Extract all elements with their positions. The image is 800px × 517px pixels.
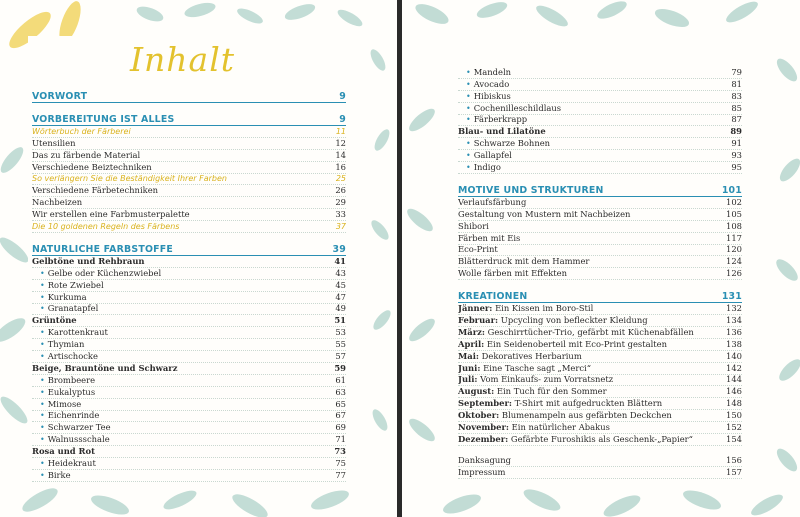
toc-entry-title: Wir erstellen eine Farbmusterpalette [32, 209, 190, 220]
toc-entry[interactable] [458, 233, 742, 245]
toc-entry-title [458, 386, 718, 397]
toc-spacer [458, 174, 742, 183]
toc-entry-month: Dezember: [458, 433, 509, 444]
toc-entry[interactable] [32, 422, 346, 434]
toc-entry-title: • Artischocke [32, 351, 322, 362]
toc-spacer [32, 103, 346, 112]
toc-entry-text: Ein natürlicher Abakus [509, 422, 610, 433]
toc-entry-title: Wolle färben mit Effekten [458, 268, 567, 279]
toc-entry-text: Vom Einkaufs- zum Vorratsnetz [477, 374, 614, 385]
toc-page-number: 45 [335, 279, 346, 290]
toc-entry-title [458, 315, 718, 326]
toc-entry-title: • Schwarzer Tee [32, 422, 322, 433]
toc-page-number: 156 [726, 454, 742, 465]
toc-entry[interactable] [458, 162, 742, 174]
toc-entry-title: So verlängern Sie die Beständigkeit Ihrer Farben [32, 174, 227, 184]
toc-entry[interactable] [458, 209, 742, 221]
toc-page-number: 41 [334, 255, 346, 266]
toc-page-number: 79 [731, 66, 742, 77]
toc-entry[interactable] [458, 197, 742, 209]
toc-entry-title [458, 351, 718, 362]
toc-entry-title [458, 374, 718, 385]
toc-entry-title: Wörterbuch der Färberei [32, 126, 131, 136]
toc-page-number: 142 [726, 362, 742, 373]
toc-entry-month: Oktober: [458, 410, 500, 421]
toc-entry-title: Shibori [458, 220, 489, 231]
toc-entry-title: Verschiedene Beiztechniken [32, 161, 152, 172]
toc-entry-title: Impressum [458, 466, 506, 477]
toc-entry-title: • Thymian [32, 339, 322, 350]
toc-entry[interactable] [458, 79, 742, 91]
toc-entry[interactable] [458, 150, 742, 162]
toc-entry-month: Mai: [458, 350, 479, 361]
toc-entry[interactable] [458, 245, 742, 257]
toc-page-number: 63 [335, 386, 346, 397]
toc-entry-title: • Eichenrinde [32, 410, 322, 421]
toc-entry[interactable] [458, 410, 742, 422]
toc-spacer [458, 280, 742, 289]
toc-entry-title: • Brombeere [32, 375, 322, 386]
toc-entry[interactable] [32, 304, 346, 316]
toc-page-number: 154 [726, 433, 742, 444]
toc-entry[interactable] [32, 209, 346, 221]
toc-entry-title: Blau- und Lilatöne [458, 126, 546, 137]
toc-page-number: 33 [335, 209, 346, 220]
toc-entry[interactable] [458, 256, 742, 268]
toc-entry-title: MOTIVE UND STRUKTUREN [458, 185, 604, 197]
toc-page-number: 89 [730, 126, 742, 137]
toc-entry-text: Upcycling von befleckter Kleidung [498, 315, 648, 326]
toc-entry-title [458, 434, 718, 445]
toc-entry[interactable] [458, 67, 742, 79]
toc-entry-title: • Granatapfel [32, 303, 322, 314]
toc-page-number: 71 [335, 434, 346, 445]
toc-subheading[interactable] [32, 256, 346, 268]
toc-entry-title: • Gallapfel [458, 150, 718, 161]
toc-entry[interactable] [32, 458, 346, 470]
toc-page-number: 16 [335, 161, 346, 172]
toc-entry[interactable] [32, 292, 346, 304]
toc-entry[interactable] [458, 91, 742, 103]
toc-page-number: 91 [731, 138, 742, 149]
toc-entry-title: Grüntöne [32, 315, 77, 326]
toc-entry[interactable] [458, 103, 742, 115]
toc-page-number: 150 [726, 410, 742, 421]
toc-page-number: 73 [334, 446, 346, 457]
toc-subheading[interactable] [32, 446, 346, 458]
toc-entry-title: • Karottenkraut [32, 327, 322, 338]
toc-entry-month: April: [458, 338, 485, 349]
toc-entry-title: • Indigo [458, 162, 718, 173]
toc-entry[interactable] [32, 339, 346, 351]
toc-entry-title: • Kurkuma [32, 292, 322, 303]
toc-page-number: 105 [726, 208, 742, 219]
toc-page-number: 47 [335, 291, 346, 302]
toc-entry-title [458, 363, 718, 374]
toc-entry-title: Blätterdruck mit dem Hammer [458, 256, 590, 267]
toc-entry[interactable] [32, 375, 346, 387]
toc-entry[interactable] [32, 197, 346, 209]
toc-spacer [32, 233, 346, 242]
toc-section-heading[interactable] [32, 89, 346, 103]
toc-entry-title: Utensilien [32, 137, 76, 148]
toc-entry[interactable] [32, 411, 346, 423]
toc-entry-title: Danksagung [458, 454, 511, 465]
toc-entry-title: Nachbeizen [32, 197, 83, 208]
toc-entry-title: • Mandeln [458, 67, 718, 78]
toc-entry-text: Ein Seidenoberteil mit Eco-Print gestalten [484, 338, 667, 349]
toc-entry-title [458, 303, 718, 314]
toc-entry-title: • Mimose [32, 399, 322, 410]
toc-entry-title: • Eukalyptus [32, 387, 322, 398]
toc-entry[interactable] [458, 303, 742, 315]
toc-page-number: 134 [726, 315, 742, 326]
toc-section-heading[interactable] [458, 183, 742, 197]
toc-page-number: 87 [731, 114, 742, 125]
toc-page-number: 69 [335, 422, 346, 433]
toc-page-number: 117 [726, 232, 742, 243]
toc-entry-month: September: [458, 398, 512, 409]
toc-page-number: 152 [726, 422, 742, 433]
toc-entry[interactable] [32, 174, 346, 186]
toc-page-number: 9 [339, 114, 346, 125]
toc-page-number: 124 [726, 256, 742, 267]
toc-entry-month: Jänner: [458, 303, 493, 314]
toc-page-number: 140 [726, 350, 742, 361]
toc-page-number: 102 [726, 196, 742, 207]
toc-page-number: 157 [726, 466, 742, 477]
toc-entry[interactable] [458, 434, 742, 446]
toc-entry[interactable] [458, 386, 742, 398]
toc-right-column [458, 67, 742, 479]
toc-page-number: 101 [721, 185, 742, 197]
toc-page-number: 131 [721, 291, 742, 303]
toc-page-number: 67 [335, 410, 346, 421]
toc-entry[interactable] [458, 422, 742, 434]
toc-entry-month: Juni: [458, 362, 481, 373]
toc-entry-text: T-Shirt mit aufgedruckten Blättern [511, 398, 663, 409]
toc-page-number: 85 [731, 102, 742, 113]
toc-page-number: 59 [334, 362, 346, 373]
toc-entry[interactable] [32, 327, 346, 339]
toc-entry-title [458, 410, 718, 421]
toc-entry-title: Verlaufsfärbung [458, 196, 527, 207]
toc-page-number: 144 [726, 374, 742, 385]
toc-entry[interactable] [32, 185, 346, 197]
toc-entry[interactable] [458, 375, 742, 387]
toc-entry-title: • Rote Zwiebel [32, 280, 322, 291]
toc-entry-text: Gefärbte Furoshikis als Geschenk-„Papier“ [508, 433, 693, 444]
toc-entry-text: Ein Tuch für den Sommer [494, 386, 607, 397]
toc-page-number: 83 [731, 90, 742, 101]
toc-page-number: 138 [726, 338, 742, 349]
toc-page-number: 120 [726, 244, 742, 255]
toc-page-number: 146 [726, 386, 742, 397]
toc-entry-month: März: [458, 326, 485, 337]
toc-entry-title: VORBEREITUNG IST ALLES [32, 114, 175, 125]
toc-entry[interactable] [458, 221, 742, 233]
toc-entry[interactable] [32, 434, 346, 446]
toc-entry-title: Verschiedene Färbetechniken [32, 185, 159, 196]
toc-spacer [458, 446, 742, 455]
toc-page-number: 39 [332, 244, 346, 256]
toc-page-number: 95 [731, 162, 742, 173]
toc-entry-title: • Birke [32, 470, 322, 481]
toc-page-number: 65 [335, 398, 346, 409]
toc-entry[interactable] [32, 126, 346, 138]
toc-entry[interactable] [32, 280, 346, 292]
toc-entry-title: Beige, Brauntöne und Schwarz [32, 362, 178, 373]
toc-subheading[interactable] [32, 315, 346, 327]
toc-entry[interactable] [32, 399, 346, 411]
toc-entry[interactable] [32, 268, 346, 280]
toc-entry-title: VORWORT [32, 91, 88, 102]
toc-section-heading[interactable] [32, 112, 346, 126]
toc-entry-title: • Gelbe oder Küchenzwiebel [32, 268, 322, 279]
toc-entry[interactable] [458, 455, 742, 467]
toc-entry-title: • Cochenilleschildlaus [458, 103, 718, 114]
toc-page-number: 37 [335, 222, 346, 232]
toc-page-number: 14 [335, 149, 346, 160]
toc-entry-title [458, 339, 718, 350]
toc-entry-title: • Hibiskus [458, 91, 718, 102]
toc-entry[interactable] [458, 351, 742, 363]
toc-page-number: 126 [726, 268, 742, 279]
toc-entry-text: Geschirrtücher-Trio, gefärbt mit Küchenabfällen [484, 326, 694, 337]
toc-entry[interactable] [32, 351, 346, 363]
toc-page-number: 25 [335, 174, 346, 184]
toc-page-number: 51 [334, 315, 346, 326]
toc-subheading[interactable] [458, 126, 742, 138]
toc-page-number: 132 [726, 303, 742, 314]
toc-entry[interactable] [458, 138, 742, 150]
toc-entry-title: • Walnussschale [32, 434, 322, 445]
toc-entry-text: Eine Tasche sagt „Merci“ [480, 362, 592, 373]
toc-entry-title: NATÜRLICHE FARBSTOFFE [32, 244, 173, 256]
toc-entry-title: KREATIONEN [458, 291, 528, 303]
toc-entry-title: Das zu färbende Material [32, 149, 141, 160]
toc-entry[interactable] [458, 315, 742, 327]
toc-entry-month: Juli: [458, 374, 478, 385]
toc-entry-title: Die 10 goldenen Regeln des Färbens [32, 222, 180, 232]
toc-page-number: 29 [335, 197, 346, 208]
toc-entry-title: Färben mit Eis [458, 232, 521, 243]
toc-entry[interactable] [458, 339, 742, 351]
toc-page-number: 108 [726, 220, 742, 231]
toc-entry-title [458, 398, 718, 409]
toc-page-number: 136 [726, 326, 742, 337]
toc-page-number: 12 [335, 137, 346, 148]
toc-entry-month: Februar: [458, 315, 499, 326]
toc-page-number: 77 [335, 469, 346, 480]
toc-page-number: 148 [726, 398, 742, 409]
toc-entry-text: Dekoratives Herbarium [478, 350, 582, 361]
toc-section-heading[interactable] [32, 242, 346, 256]
toc-entry[interactable] [32, 470, 346, 482]
toc-entry-text: Ein Kissen im Boro-Stil [492, 303, 594, 314]
toc-left-column [32, 89, 346, 482]
toc-page-number: 26 [335, 185, 346, 196]
toc-entry-title: • Schwarze Bohnen [458, 138, 718, 149]
toc-entry-text: Blumenampeln aus gefärbten Deckchen [499, 410, 672, 421]
toc-page-number: 9 [339, 91, 346, 102]
toc-entry[interactable] [32, 138, 346, 150]
toc-entry-title: • Heidekraut [32, 458, 322, 469]
toc-entry-title: Gelbtöne und Rehbraun [32, 255, 145, 266]
toc-entry[interactable] [458, 363, 742, 375]
toc-section-heading[interactable] [458, 289, 742, 303]
toc-entry-title: Gestaltung von Mustern mit Nachbeizen [458, 208, 631, 219]
toc-entry[interactable] [32, 162, 346, 174]
toc-entry-title: • Avocado [458, 79, 718, 90]
page-title: Inhalt [130, 40, 236, 79]
toc-entry[interactable] [458, 268, 742, 280]
toc-page-number: 43 [335, 267, 346, 278]
toc-entry-month: November: [458, 422, 509, 433]
toc-page-number: 11 [335, 126, 346, 136]
toc-entry-title [458, 422, 718, 433]
toc-entry-title: Eco-Print [458, 244, 498, 255]
toc-entry[interactable] [32, 387, 346, 399]
toc-entry[interactable] [458, 467, 742, 479]
toc-entry[interactable] [458, 115, 742, 127]
toc-page-number: 75 [335, 458, 346, 469]
toc-page-number: 55 [335, 339, 346, 350]
toc-entry-title [458, 327, 718, 338]
toc-page-number: 57 [335, 351, 346, 362]
toc-subheading[interactable] [32, 363, 346, 375]
toc-entry[interactable] [458, 398, 742, 410]
toc-page-number: 61 [335, 374, 346, 385]
toc-entry-month: August: [458, 386, 495, 397]
toc-page-number: 53 [335, 327, 346, 338]
toc-entry-title: • Färberkrapp [458, 114, 718, 125]
toc-entry[interactable] [458, 327, 742, 339]
toc-entry[interactable] [32, 150, 346, 162]
toc-entry-title: Rosa und Rot [32, 446, 95, 457]
toc-entry[interactable] [32, 221, 346, 233]
toc-page-number: 49 [335, 303, 346, 314]
toc-page-number: 93 [731, 150, 742, 161]
toc-page-number: 81 [731, 78, 742, 89]
